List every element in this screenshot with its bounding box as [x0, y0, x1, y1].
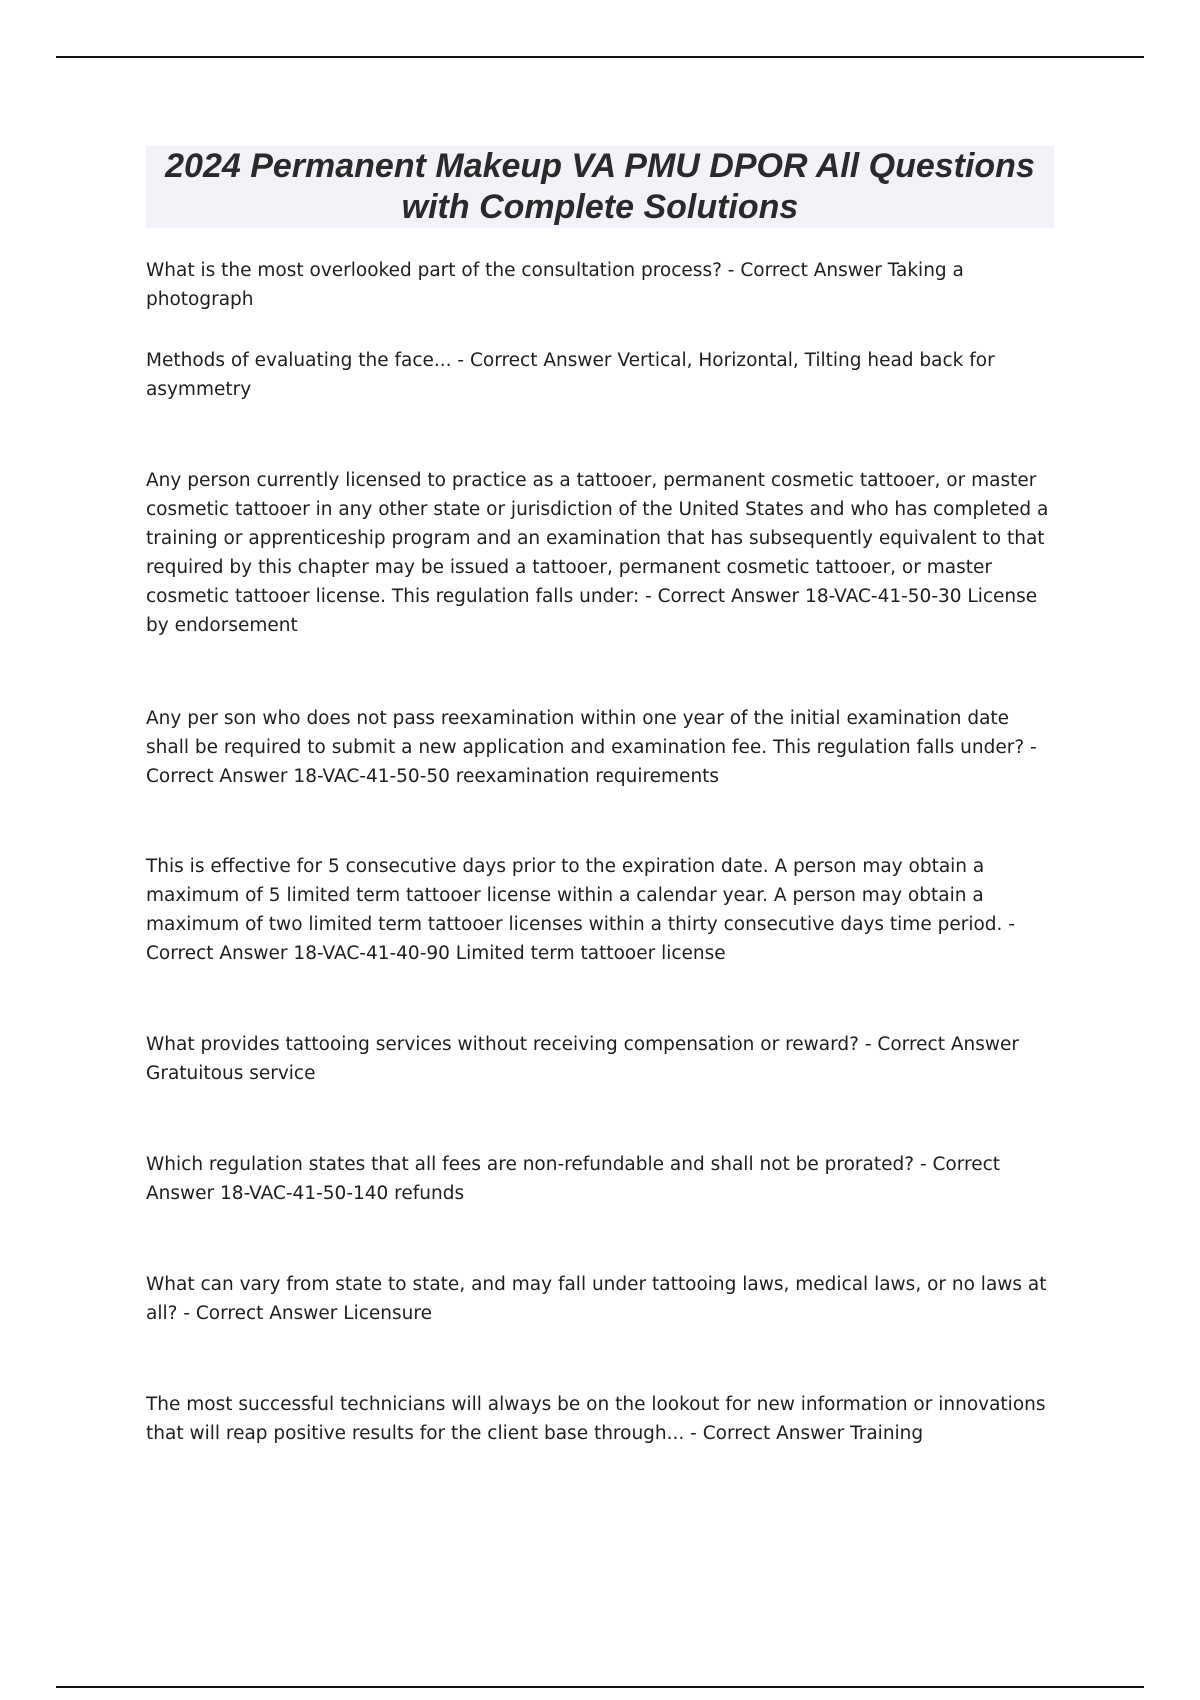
- bottom-divider: [56, 1686, 1144, 1688]
- answer-text: Vertical, Horizontal, Tilting head back for asymmetry: [146, 350, 995, 400]
- answer-separator: - Correct Answer: [684, 1423, 851, 1444]
- answer-separator: - Correct Answer: [146, 914, 1015, 964]
- answer-separator: - Correct Answer: [146, 737, 1037, 787]
- answer-text: 18-VAC-41-50-30 License by endorsement: [146, 586, 1038, 636]
- answer-separator: - Correct Answer: [146, 1154, 1001, 1204]
- question-text: What can vary from state to state, and may fall under tattooing laws, medical laws, or no laws at all?: [146, 1274, 1047, 1324]
- question-text: What provides tattooing services without receiving compensation or reward?: [146, 1034, 859, 1055]
- question-text: This is effective for 5 consecutive days prior to the expiration date. A person may obtain a maximum of 5 limited term tattooer license within a calendar year. A person may obtain a maximum of two limited term tattooer licenses within a thirty consecutive days time period.: [146, 856, 1003, 935]
- question-text: Any per son who does not pass reexamination within one year of the initial examination date shall be required to submit a new application and examination fee. This regulation falls under?: [146, 708, 1025, 758]
- answer-text: Gratuitous service: [146, 1063, 316, 1084]
- qa-item: [146, 704, 1056, 791]
- question-text: Methods of evaluating the face...: [146, 350, 452, 371]
- qa-item: [146, 1270, 1056, 1328]
- answer-text: 18-VAC-41-40-90 Limited term tattooer license: [293, 943, 726, 964]
- answer-separator: - Correct Answer: [451, 350, 618, 371]
- question-text: The most successful technicians will always be on the lookout for new information or innovations that will reap positive results for the client base through...: [146, 1394, 1046, 1444]
- answer-text: Training: [850, 1423, 924, 1444]
- qa-item: [146, 1150, 1056, 1208]
- answer-text: Licensure: [343, 1303, 432, 1324]
- answer-separator: - Correct Answer: [721, 260, 888, 281]
- question-text: Any person currently licensed to practice as a tattooer, permanent cosmetic tattooer, or master cosmetic tattooer in any other state or jurisdiction of the United States and who has completed a training or apprenticeship program and an examination that has subsequently equivalent to that required by this chapter may be issued a tattooer, permanent cosmetic tattooer, or master cosmetic tattooer license. This regulation falls under:: [146, 470, 1049, 607]
- qa-item: [146, 466, 1056, 640]
- qa-item: [146, 346, 1056, 404]
- answer-text: 18-VAC-41-50-50 reexamination requirements: [293, 766, 720, 787]
- qa-item: [146, 1390, 1056, 1448]
- qa-item: [146, 1030, 1056, 1088]
- question-text: Which regulation states that all fees are non-refundable and shall not be prorated?: [146, 1154, 915, 1175]
- answer-text: Taking a photograph: [146, 260, 964, 310]
- qa-item: [146, 256, 1056, 314]
- page-title: 2024 Permanent Makeup VA PMU DPOR All Questions with Complete Solutions: [165, 147, 1035, 226]
- qa-item: [146, 852, 1056, 968]
- title-banner: [146, 146, 1054, 228]
- answer-separator: - Correct Answer: [639, 586, 806, 607]
- answer-separator: - Correct Answer: [177, 1303, 344, 1324]
- top-divider: [56, 56, 1144, 58]
- answer-separator: - Correct Answer: [858, 1034, 1019, 1055]
- answer-text: 18-VAC-41-50-140 refunds: [220, 1183, 465, 1204]
- question-text: What is the most overlooked part of the consultation process?: [146, 260, 722, 281]
